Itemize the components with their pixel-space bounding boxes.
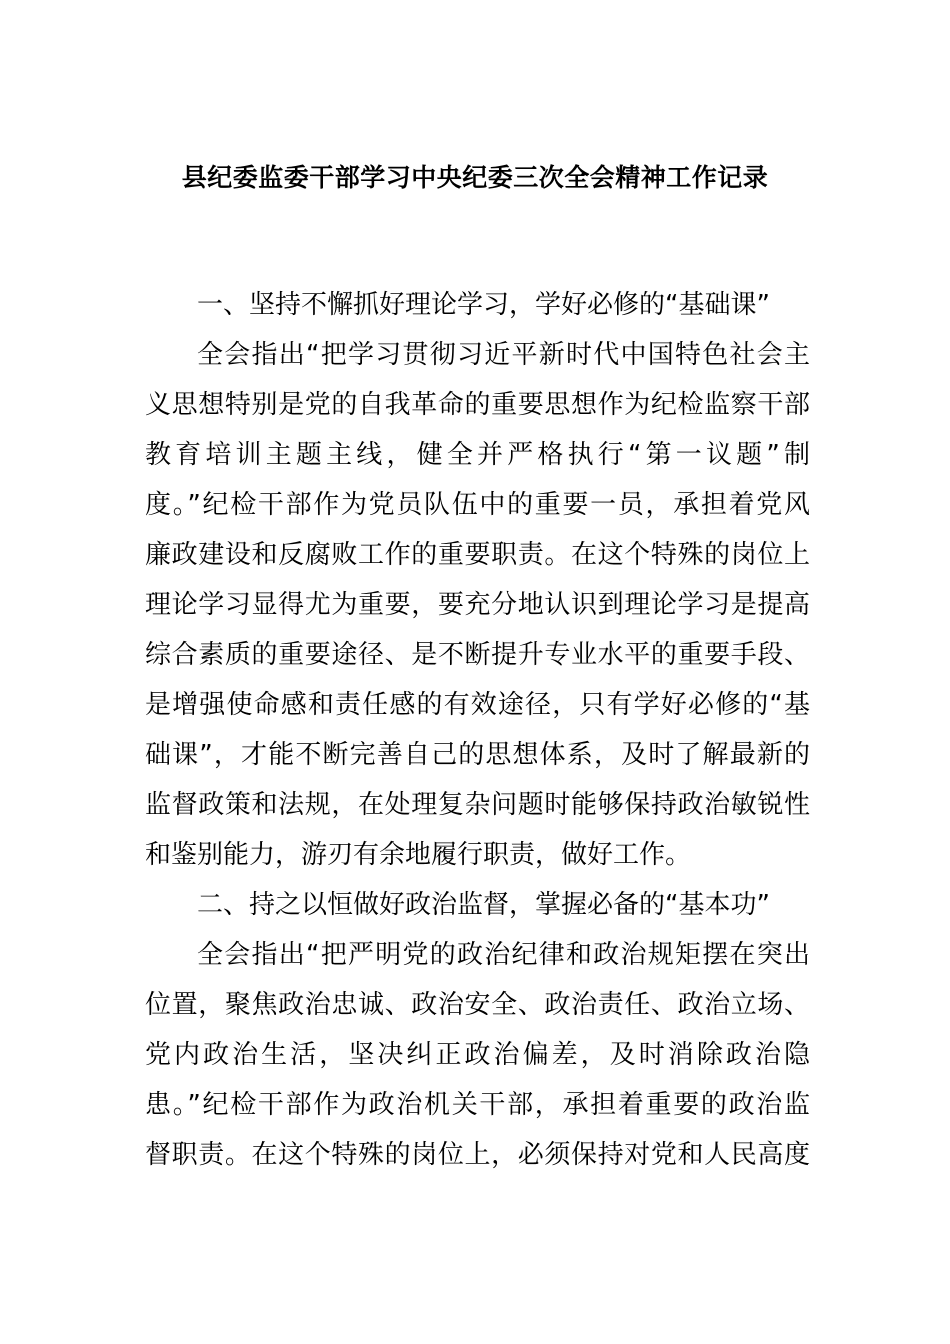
- paragraph-line: 度。”纪检干部作为党员队伍中的重要一员，承担着党风: [145, 490, 810, 520]
- paragraph-line: 患。”纪检干部作为政治机关干部，承担着重要的政治监: [145, 1090, 810, 1120]
- paragraph-line: 监督政策和法规，在处理复杂问题时能够保持政治敏锐性: [145, 790, 810, 820]
- paragraph-line: 廉政建设和反腐败工作的重要职责。在这个特殊的岗位上: [145, 540, 810, 570]
- paragraph-line: 全会指出“把学习贯彻习近平新时代中国特色社会主: [197, 340, 810, 370]
- paragraph-line: 督职责。在这个特殊的岗位上，必须保持对党和人民高度: [145, 1140, 810, 1170]
- paragraph-line: 综合素质的重要途径、是不断提升专业水平的重要手段、: [145, 640, 810, 670]
- paragraph-line: 础课”，才能不断完善自己的思想体系，及时了解最新的: [145, 740, 810, 770]
- paragraph-line: 和鉴别能力，游刃有余地履行职责，做好工作。: [145, 840, 692, 870]
- paragraph-line: 理论学习显得尤为重要，要充分地认识到理论学习是提高: [145, 590, 810, 620]
- paragraph-line: 党内政治生活，坚决纠正政治偏差，及时消除政治隐: [145, 1040, 810, 1070]
- paragraph-line: 位置，聚焦政治忠诚、政治安全、政治责任、政治立场、: [145, 990, 810, 1020]
- paragraph-line: 全会指出“把严明党的政治纪律和政治规矩摆在突出: [197, 940, 810, 970]
- paragraph-line: 是增强使命感和责任感的有效途径，只有学好必修的“基: [145, 690, 810, 720]
- section-heading-1: 一、坚持不懈抓好理论学习，学好必修的“基础课”: [197, 290, 770, 320]
- section-heading-2: 二、持之以恒做好政治监督，掌握必备的“基本功”: [197, 890, 770, 920]
- paragraph-line: 义思想特别是党的自我革命的重要思想作为纪检监察干部: [145, 390, 810, 420]
- document-title: 县纪委监委干部学习中央纪委三次全会精神工作记录: [181, 163, 769, 192]
- paragraph-line: 教育培训主题主线，健全并严格执行“第一议题”制: [145, 440, 810, 470]
- document-body: [145, 280, 810, 1180]
